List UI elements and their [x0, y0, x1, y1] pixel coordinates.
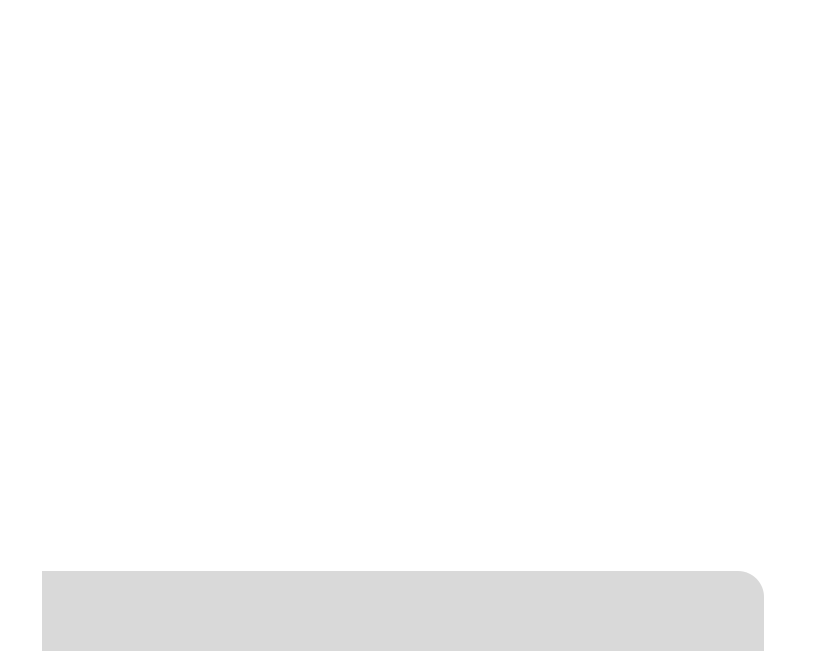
important-notice — [42, 571, 764, 651]
brand-watermark — [420, 170, 760, 430]
